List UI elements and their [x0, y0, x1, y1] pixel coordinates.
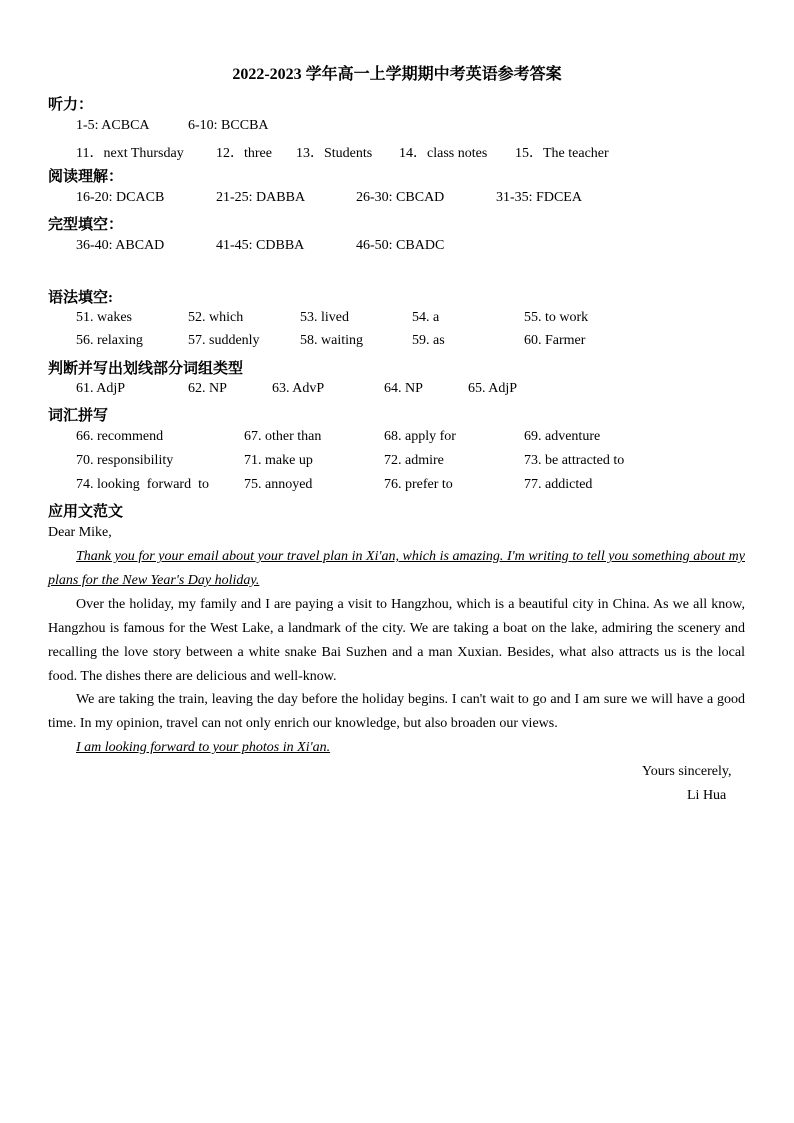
- section-heading-reading: 阅读理解：: [48, 169, 124, 185]
- answer-16-20: 16-20: DCACB: [76, 190, 165, 205]
- answer-66: 66. recommend: [76, 429, 164, 444]
- answer-46-50: 46-50: CBADC: [356, 238, 445, 253]
- section-heading-essay: 应用文范文: [48, 504, 124, 520]
- letter-closing: Yours sincerely,: [642, 764, 732, 779]
- answer-26-30: 26-30: CBCAD: [356, 190, 445, 205]
- essay-paragraph-1: [48, 545, 745, 593]
- answer-1-5: 1-5: ACBCA: [76, 118, 150, 133]
- essay-paragraph-3: We are taking the train, leaving the day before the holiday begins. I can't wait to go and I am sure we will have a good time. In my opinion, travel can not only enrich our knowledge, but also broaden our views.: [48, 692, 745, 731]
- section-heading-phrase-types: 判断并写出划线部分词组类型: [48, 361, 244, 377]
- answer-72: 72. admire: [384, 453, 444, 468]
- answer-75: 75. annoyed: [244, 477, 313, 492]
- answer-31-35: 31-35: FDCEA: [496, 190, 582, 205]
- answer-51: 51. wakes: [76, 310, 132, 325]
- answer-13: 13．Students: [296, 146, 373, 161]
- answer-53: 53. lived: [300, 310, 349, 325]
- answer-14: 14．class notes: [399, 146, 488, 161]
- answer-21-25: 21-25: DABBA: [216, 190, 306, 205]
- answer-58: 58. waiting: [300, 333, 363, 348]
- answer-36-40: 36-40: ABCAD: [76, 238, 165, 253]
- answer-15: 15．The teacher: [515, 146, 609, 161]
- answer-64: 64. NP: [384, 381, 423, 396]
- answer-60: 60. Farmer: [524, 333, 586, 348]
- answer-68: 68. apply for: [384, 429, 456, 444]
- answer-55: 55. to work: [524, 310, 589, 325]
- essay-paragraph-4: [48, 736, 745, 760]
- answer-73: 73. be attracted to: [524, 453, 625, 468]
- essay-paragraph-4-text: I am looking forward to your photos in Xi'an.: [76, 740, 331, 755]
- essay-paragraph-2: Over the holiday, my family and I are paying a visit to Hangzhou, which is a beautiful city in China. As we all know, Hangzhou is famous for the West Lake, a landmark of the city. We are taking a boat on the lake, admiring the scenery and recalling the love story between a white snake Bai Suzhen and a man Xuxian. Besides, what also attracts us is the local food. The dishes there are delicious and well-know.: [48, 597, 745, 684]
- answer-77: 77. addicted: [524, 477, 593, 492]
- answer-59: 59. as: [412, 333, 445, 348]
- answer-54: 54. a: [412, 310, 440, 325]
- answer-11: 11．next Thursday: [76, 146, 184, 161]
- section-heading-vocabulary: 词汇拼写: [48, 408, 109, 424]
- answer-52: 52. which: [188, 310, 244, 325]
- answer-12: 12．three: [216, 146, 272, 161]
- letter-greeting: Dear Mike,: [48, 525, 112, 540]
- letter-signature: Li Hua: [687, 788, 727, 803]
- answer-61: 61. AdjP: [76, 381, 126, 396]
- answer-6-10: 6-10: BCCBA: [188, 118, 269, 133]
- section-heading-cloze: 完型填空：: [48, 217, 124, 233]
- answer-76: 76. prefer to: [384, 477, 453, 492]
- answer-57: 57. suddenly: [188, 333, 260, 348]
- answer-74: 74. looking forward to: [76, 477, 209, 492]
- answer-70: 70. responsibility: [76, 453, 174, 468]
- answer-65: 65. AdjP: [468, 381, 518, 396]
- essay-paragraph-1-text: Thank you for your email about your travel plan in Xi'an, which is amazing. I'm writing to tell you something about my plans for the New Year's Day holiday.: [48, 549, 745, 588]
- answer-56: 56. relaxing: [76, 333, 143, 348]
- page-title: 2022-2023 学年高一上学期期中考英语参考答案: [232, 66, 562, 83]
- answer-69: 69. adventure: [524, 429, 601, 444]
- section-heading-grammar: 语法填空:: [48, 290, 113, 306]
- section-heading-listening: 听力：: [48, 97, 94, 113]
- answer-71: 71. make up: [244, 453, 313, 468]
- answer-67: 67. other than: [244, 429, 322, 444]
- answer-63: 63. AdvP: [272, 381, 325, 396]
- answer-62: 62. NP: [188, 381, 227, 396]
- answer-41-45: 41-45: CDBBA: [216, 238, 305, 253]
